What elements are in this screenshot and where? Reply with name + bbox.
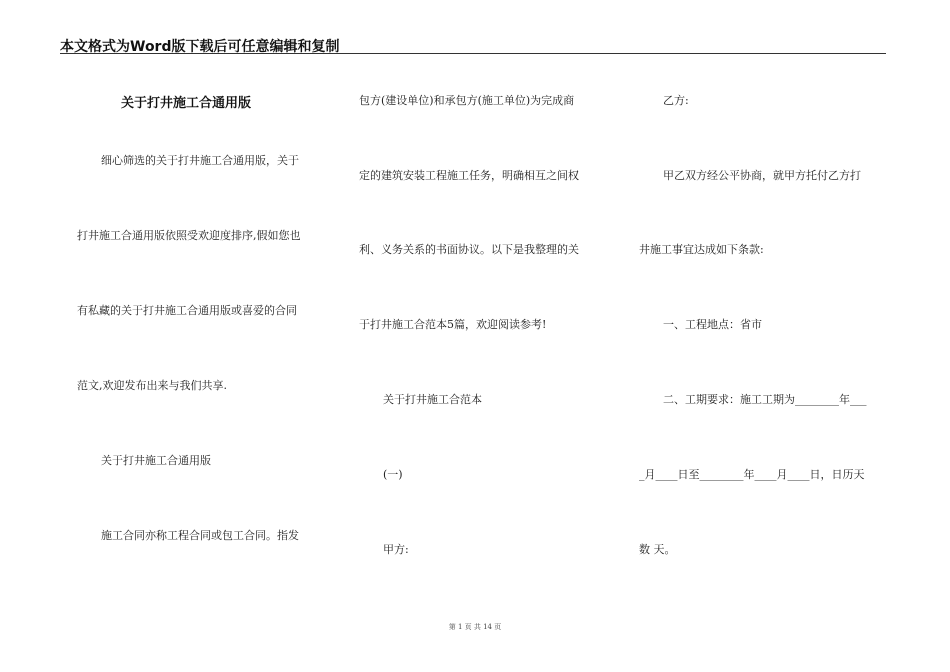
party-label: 乙方: bbox=[663, 94, 689, 107]
paragraph-line: 利、义务关系的书面协议。以下是我整理的关 bbox=[359, 243, 579, 256]
document-title: 关于打井施工合通用版 bbox=[121, 96, 252, 111]
paragraph-line: 于打井施工合范本5篇，欢迎阅读参考! bbox=[359, 318, 547, 331]
clause-line: 二、工期要求：施工工期为________年___ bbox=[663, 393, 867, 406]
header-divider bbox=[60, 53, 886, 54]
clause-line: 数 天。 bbox=[639, 543, 676, 556]
party-label: 甲方: bbox=[383, 543, 409, 556]
paragraph-line: 打井施工合通用版依照受欢迎度排序,假如您也 bbox=[77, 229, 301, 242]
paragraph-line: 范文,欢迎发布出来与我们共享. bbox=[77, 379, 227, 392]
section-heading: 关于打井施工合范本 bbox=[383, 393, 482, 406]
page-number: 第 1 页 共 14 页 bbox=[448, 623, 502, 631]
paragraph-line: 甲乙双方经公平协商，就甲方托付乙方打 bbox=[663, 169, 861, 182]
paragraph-line: 定的建筑安装工程施工任务，明确相互之间权 bbox=[359, 169, 579, 182]
section-heading: 关于打井施工合通用版 bbox=[101, 454, 211, 467]
clause-line: 一、工程地点：省市 bbox=[663, 318, 762, 331]
document-header: 本文格式为Word版下载后可任意编辑和复制 bbox=[60, 39, 340, 55]
paragraph-line: 有私藏的关于打井施工合通用版或喜爱的合同 bbox=[77, 304, 297, 317]
clause-line: _月____日至________年____月____日，日历天 bbox=[639, 468, 865, 481]
paragraph-line: 井施工事宜达成如下条款: bbox=[639, 243, 764, 256]
section-number: (一) bbox=[383, 468, 403, 481]
paragraph-line: 施工合同亦称工程合同或包工合同。指发 bbox=[101, 529, 299, 542]
paragraph-line: 包方(建设单位)和承包方(施工单位)为完成商 bbox=[359, 94, 575, 107]
paragraph-line: 细心筛选的关于打井施工合通用版，关于 bbox=[101, 154, 299, 167]
